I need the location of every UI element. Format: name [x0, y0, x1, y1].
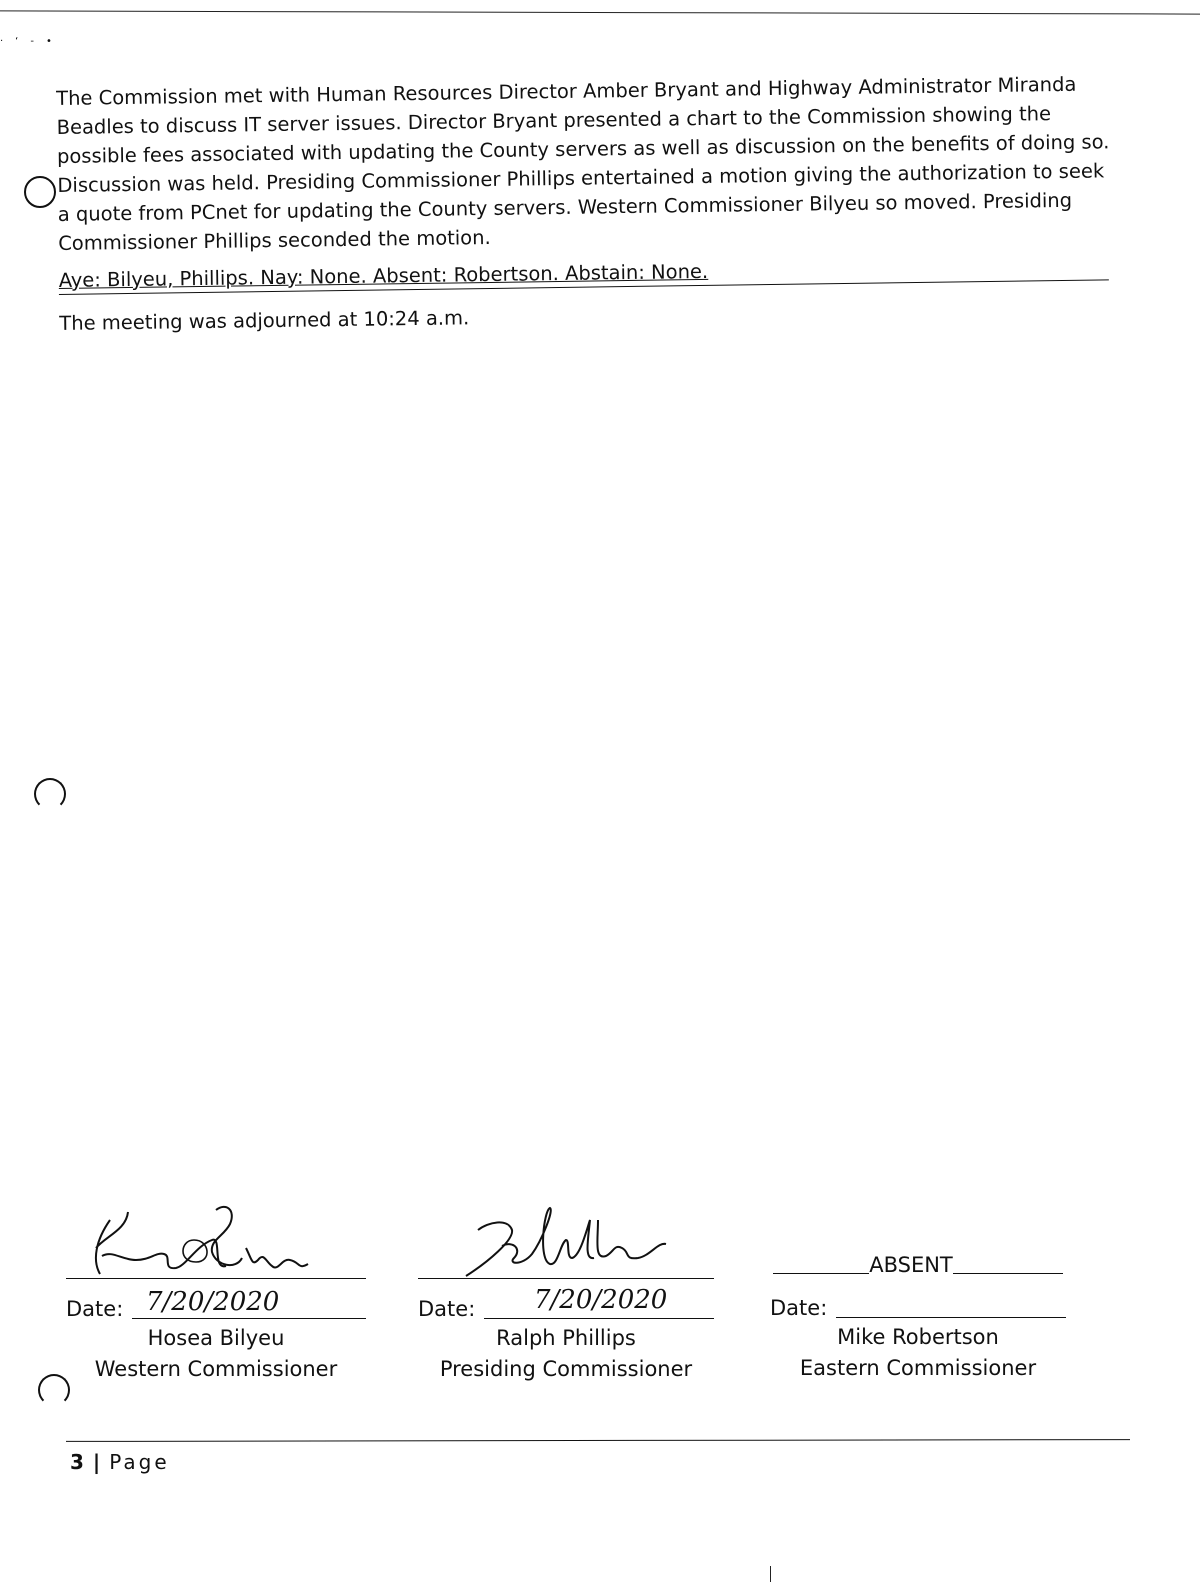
- scan-top-edge: [0, 10, 1200, 14]
- scan-specks: ·‘‑•: [0, 36, 64, 47]
- footer-rule: [66, 1439, 1130, 1442]
- date-row: [66, 1279, 366, 1323]
- vote-record: [59, 253, 1109, 295]
- signer-title: Western Commissioner: [94, 1357, 338, 1381]
- handwritten-date: 7/20/2020: [534, 1285, 668, 1315]
- page-word: Page: [109, 1450, 170, 1474]
- date-line: [132, 1318, 366, 1319]
- date-line: [484, 1318, 714, 1319]
- footer-divider: |: [92, 1450, 104, 1474]
- adjournment-statement: The meeting was adjourned at 10:24 a.m.: [59, 306, 470, 335]
- signer-name: Hosea Bilyeu: [147, 1326, 285, 1350]
- punch-hole-icon: [24, 176, 56, 208]
- signature-block-western: [66, 1200, 366, 1385]
- signature-block-eastern: [770, 1200, 1066, 1384]
- signature-line: [66, 1200, 366, 1279]
- discussion-paragraph: The Commission met with Human Resources Director Amber Bryant and Highway Administrator Miranda Beadles to discuss IT server issues. Director Bryant presented a chart to the Commission showing the possible fees associated with updating the County servers as well as discussion on the benefits of doing so. Discussion was held. Presiding Commissioner Phillips entertained a motion giving the authorization to seek a quote from PCnet for updating the County servers. Western Commissioner Bilyeu so moved. Presiding Commissioner Phillips seconded the motion.: [56, 72, 1110, 255]
- signer-name: Ralph Phillips: [496, 1326, 636, 1350]
- date-label: Date:: [770, 1296, 828, 1320]
- punch-hole-icon: [34, 778, 66, 810]
- signature-block-presiding: [418, 1200, 714, 1385]
- absent-status: ABSENT: [869, 1253, 953, 1277]
- signature-line: [418, 1200, 714, 1279]
- absent-line: [770, 1200, 1066, 1278]
- date-label: Date:: [66, 1297, 124, 1321]
- signer-title: Eastern Commissioner: [799, 1356, 1037, 1380]
- page-footer: [70, 1450, 170, 1474]
- signer-title: Presiding Commissioner: [439, 1357, 693, 1381]
- handwritten-signature-hosea-bilyeu: [66, 1200, 366, 1278]
- date-row: [770, 1278, 1066, 1322]
- date-row: [418, 1279, 714, 1323]
- handwritten-signature-ralph-phillips: [418, 1200, 714, 1278]
- date-line: [836, 1317, 1066, 1318]
- date-label: Date:: [418, 1297, 476, 1321]
- vote-text: Aye: Bilyeu, Phillips. Nay: None. Absent: Robertson. Abstain: None.: [58, 259, 709, 292]
- handwritten-date: 7/20/2020: [146, 1287, 280, 1317]
- scan-bottom-mark: [770, 1566, 771, 1582]
- page-number: 3: [70, 1450, 87, 1474]
- signer-name: Mike Robertson: [837, 1325, 999, 1349]
- minutes-body: [56, 69, 1119, 338]
